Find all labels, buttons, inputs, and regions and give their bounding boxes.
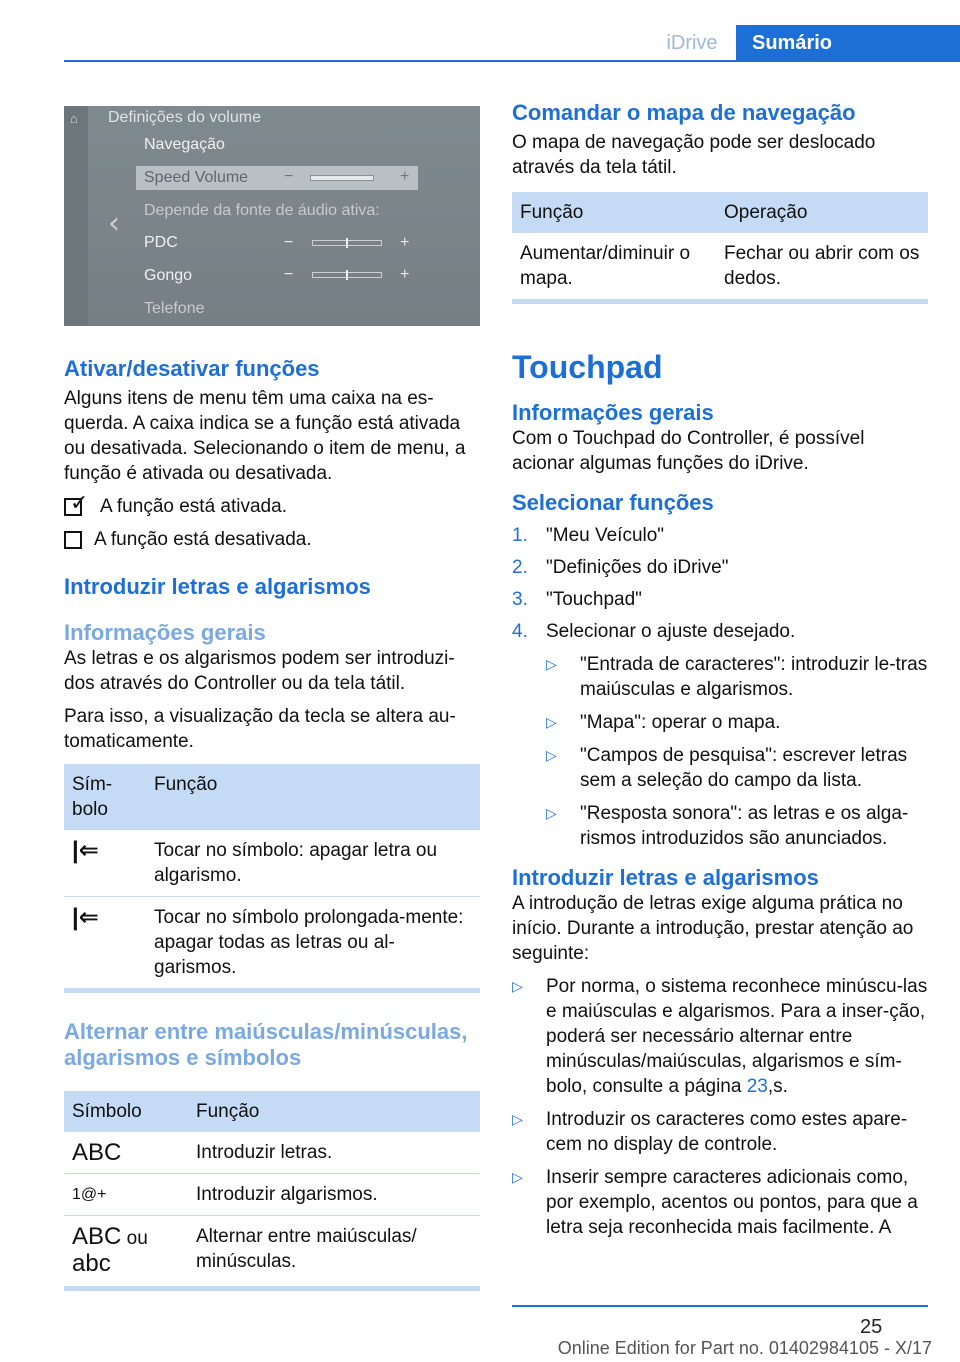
heading-alternar: Alternar entre maiúsculas/minúsculas, algarismos e símbolos (64, 1019, 468, 1070)
right-column (512, 100, 928, 1240)
table-row (64, 897, 480, 991)
bullet-list (512, 974, 928, 1240)
list-item: 2. "Definições do iDrive" (512, 557, 729, 578)
triangle-bullet-icon: ▷ (512, 978, 523, 994)
abc-lower-icon: abc (72, 1250, 111, 1277)
minus-icon: − (284, 168, 294, 185)
heading-info-touchpad: Informações gerais (512, 400, 714, 425)
para-introduzir: A introdução de letras exige alguma prática no início. Durante a introdução, prestar atenção ao seguinte: (512, 893, 914, 964)
slider-knob (346, 238, 348, 248)
screen-item-pdc: PDC (144, 234, 178, 251)
tab-idrive[interactable]: iDrive (666, 31, 718, 54)
table-cell: Aumentar/diminuir o mapa. (512, 233, 716, 302)
heading-introduzir-right: Introduzir letras e algarismos (512, 865, 819, 890)
ou-text: ou (126, 1228, 148, 1249)
table-cell: Fechar ou abrir com os dedos. (716, 233, 928, 302)
list-item: 3. "Touchpad" (512, 589, 642, 610)
para-info2: Para isso, a visualização da tecla se altera au-tomaticamente. (64, 706, 456, 752)
volume-settings-screenshot (64, 106, 480, 326)
chevron-left-icon: ‹ (108, 206, 120, 241)
table-cell: Introduzir letras. (188, 1132, 480, 1174)
list-item: ▷ "Entrada de caracteres": introduzir le-tras maiúsculas e algarismos. (546, 654, 928, 700)
slider-bar (310, 175, 374, 181)
checkbox-checked-icon: ✓ (64, 498, 82, 516)
page-link[interactable]: 23 (746, 1076, 768, 1097)
heading-introduzir: Introduzir letras e algarismos (64, 574, 371, 599)
heading-info: Informações gerais (64, 620, 266, 645)
abc-upper-icon: ABC (72, 1223, 122, 1250)
heading-ativar: Ativar/desativar funções (64, 356, 320, 381)
checked-row (64, 489, 480, 519)
para-info1: As letras e os algarismos podem ser introduzi-dos através do Controller ou da tela tátil. (64, 648, 455, 694)
table-cell-symbols (64, 1216, 188, 1289)
table-row (64, 1132, 480, 1174)
numbers-symbols-icon: 1@+ (64, 1174, 188, 1216)
triangle-bullet-icon: ▷ (546, 714, 557, 730)
header-rule (64, 60, 960, 62)
triangle-bullet-icon: ▷ (512, 1111, 523, 1127)
table-header: Função (146, 764, 480, 830)
home-icon: ⌂ (70, 111, 78, 126)
table-header: Sím-bolo (64, 764, 146, 830)
table-header: Função (512, 192, 716, 233)
table-cell: Introduzir algarismos. (188, 1174, 480, 1216)
checked-text: A função está ativada. (100, 496, 287, 517)
screen-item-depende: Depende da fonte de áudio ativa: (144, 202, 380, 219)
sub-bullet-list (546, 652, 928, 851)
triangle-bullet-icon: ▷ (546, 747, 557, 763)
heading-mapa: Comandar o mapa de navegação (512, 100, 856, 125)
page-number: 25 (860, 1316, 883, 1338)
table-row (64, 1174, 480, 1216)
abc-upper-icon: ABC (64, 1132, 188, 1174)
minus-icon: − (284, 234, 294, 251)
screen-item-navegacao: Navegação (144, 136, 225, 153)
table-row (512, 233, 928, 302)
list-item: ▷ "Mapa": operar o mapa. (546, 712, 781, 733)
table-map (512, 192, 928, 304)
triangle-bullet-icon: ▷ (546, 805, 557, 821)
table-cell: Tocar no símbolo: apagar letra ou algarismo. (146, 830, 480, 897)
screen-title: Definições do volume (108, 109, 261, 126)
screen-item-telefone: Telefone (144, 300, 205, 317)
para-mapa: O mapa de navegação pode ser deslocado através da tela tátil. (512, 132, 876, 178)
table-header: Função (188, 1091, 480, 1132)
steps-list (512, 523, 928, 644)
table-row (64, 830, 480, 897)
left-column (64, 106, 480, 1291)
table-mode-symbols (64, 1091, 480, 1291)
screen-item-speed-volume: Speed Volume (144, 169, 249, 186)
table-delete-symbols (64, 764, 480, 993)
page-header (0, 0, 960, 62)
table-cell: Alternar entre maiúsculas/ minúsculas. (188, 1216, 480, 1289)
backspace-icon: |⇐ (64, 897, 146, 991)
plus-icon: + (400, 168, 410, 185)
list-item: 4. Selecionar o ajuste desejado. (512, 621, 796, 642)
table-header: Símbolo (64, 1091, 188, 1132)
backspace-icon: |⇐ (64, 830, 146, 897)
plus-icon: + (400, 234, 410, 251)
heading-selecionar: Selecionar funções (512, 490, 714, 515)
screen-sidebar (64, 106, 88, 326)
table-row (64, 1216, 480, 1289)
minus-icon: − (284, 266, 294, 283)
list-item: 1. "Meu Veículo" (512, 525, 665, 546)
list-item: ▷ "Campos de pesquisa": escrever letras sem a seleção do campo da lista. (546, 745, 908, 791)
slider-knob (346, 270, 348, 280)
plus-icon: + (400, 266, 410, 283)
list-item: ▷ Introduzir os caracteres como estes apare-cem no display de controle. (512, 1109, 908, 1155)
para-ativar: Alguns itens de menu têm uma caixa na es-querda. A caixa indica se a função está ativada ou desativada. Selecionando o item de menu, a função é ativada ou desativada. (64, 388, 466, 484)
checkbox-empty-icon (64, 531, 82, 549)
triangle-bullet-icon: ▷ (512, 1169, 523, 1185)
para-info-touchpad: Com o Touchpad do Controller, é possível acionar algumas funções do iDrive. (512, 428, 865, 474)
screen-item-gongo: Gongo (144, 267, 193, 284)
list-item: ▷ Por norma, o sistema reconhece minúscu-las e maiúsculas e algarismos. Para a inser-ção, poderá ser necessário alternar entre minúsculas/maiúsculas, algarismos e sím-bolo, consulte a página 23,s. (512, 976, 928, 1097)
footer-rule (512, 1305, 928, 1307)
list-item: ▷ Inserir sempre caracteres adicionais como, por exemplo, acentos ou pontos, para que a letra seja reconhecida mais facilmente. A (512, 1167, 918, 1238)
table-header: Operação (716, 192, 928, 233)
edition-text: Online Edition for Part no. 01402984105 - X/17 (557, 1338, 932, 1358)
heading-touchpad: Touchpad (512, 349, 663, 385)
unchecked-row (64, 527, 480, 552)
list-item: ▷ "Resposta sonora": as letras e os alga-rismos introduzidos são anunciados. (546, 803, 909, 849)
triangle-bullet-icon: ▷ (546, 656, 557, 672)
tab-sumario[interactable]: Sumário (736, 25, 960, 61)
table-cell: Tocar no símbolo prolongada-mente: apagar todas as letras ou al-garismos. (146, 897, 480, 991)
unchecked-text: A função está desativada. (94, 529, 312, 550)
